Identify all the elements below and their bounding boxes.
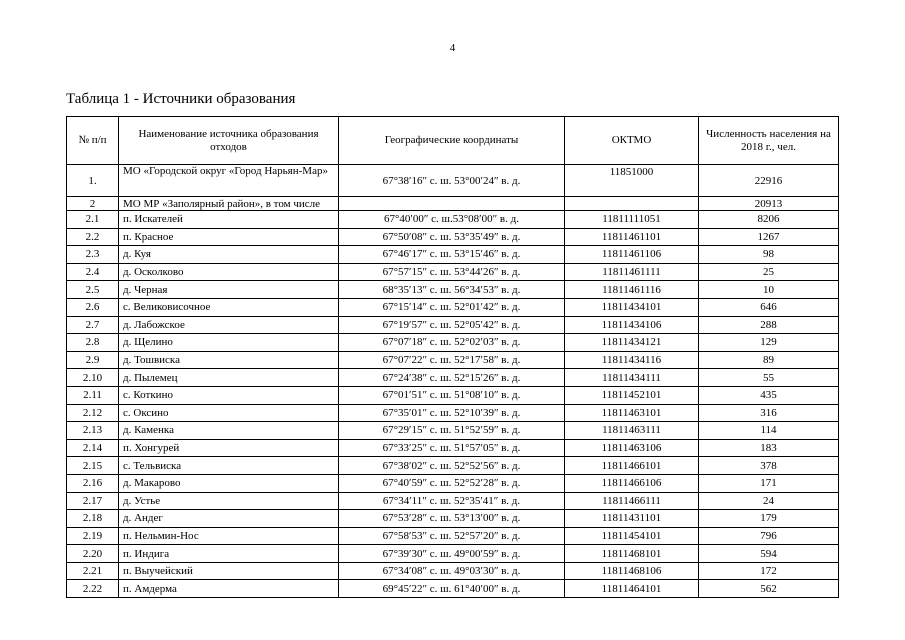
cell-oktmo: 11811468106 (565, 562, 699, 580)
cell-num: 2.8 (67, 334, 119, 352)
cell-num: 2.18 (67, 510, 119, 528)
cell-name: д. Осколково (119, 263, 339, 281)
cell-num: 2.2 (67, 228, 119, 246)
cell-oktmo (565, 197, 699, 211)
cell-pop: 98 (699, 246, 839, 264)
cell-oktmo: 11851000 (565, 165, 699, 197)
cell-name: МО МР «Заполярный район», в том числе (119, 197, 339, 211)
table-row (67, 492, 839, 510)
table-row (67, 510, 839, 528)
table-row (67, 527, 839, 545)
cell-coord: 67°50′08″ с. ш. 53°35′49″ в. д. (339, 228, 565, 246)
header-pop: Численность населения на 2018 г., чел. (699, 117, 839, 165)
cell-pop: 594 (699, 545, 839, 563)
table-row (67, 334, 839, 352)
cell-coord: 67°34′11″ с. ш. 52°35′41″ в. д. (339, 492, 565, 510)
table-row (67, 562, 839, 580)
cell-name: д. Тошвиска (119, 351, 339, 369)
cell-num: 2.4 (67, 263, 119, 281)
cell-coord: 67°38′02″ с. ш. 52°52′56″ в. д. (339, 457, 565, 475)
cell-pop: 646 (699, 298, 839, 316)
cell-name: п. Хонгурей (119, 439, 339, 457)
cell-coord: 67°34′08″ с. ш. 49°03′30″ в. д. (339, 562, 565, 580)
table-row (67, 298, 839, 316)
header-row (67, 117, 839, 165)
cell-oktmo: 11811461106 (565, 246, 699, 264)
cell-name: д. Щелино (119, 334, 339, 352)
header-coord: Географические координаты (339, 117, 565, 165)
table-row (67, 386, 839, 404)
table-row (67, 246, 839, 264)
cell-coord: 67°07′18″ с. ш. 52°02′03″ в. д. (339, 334, 565, 352)
cell-coord: 67°39′30″ с. ш. 49°00′59″ в. д. (339, 545, 565, 563)
cell-num: 2.13 (67, 422, 119, 440)
cell-name: д. Андег (119, 510, 339, 528)
cell-pop: 89 (699, 351, 839, 369)
cell-num: 2.3 (67, 246, 119, 264)
cell-oktmo: 11811466101 (565, 457, 699, 475)
cell-oktmo: 11811434116 (565, 351, 699, 369)
cell-num: 2.5 (67, 281, 119, 299)
cell-pop: 316 (699, 404, 839, 422)
cell-pop: 183 (699, 439, 839, 457)
table-row (67, 422, 839, 440)
cell-pop: 114 (699, 422, 839, 440)
cell-pop: 10 (699, 281, 839, 299)
cell-name: МО «Городской округ «Город Нарьян-Мар» (119, 165, 339, 197)
table-row (67, 351, 839, 369)
cell-num: 2.7 (67, 316, 119, 334)
cell-pop: 796 (699, 527, 839, 545)
cell-coord: 67°58′53″ с. ш. 52°57′20″ в. д. (339, 527, 565, 545)
cell-name: д. Макарово (119, 474, 339, 492)
cell-pop: 55 (699, 369, 839, 387)
cell-pop: 20913 (699, 197, 839, 211)
cell-name: д. Куя (119, 246, 339, 264)
cell-pop: 171 (699, 474, 839, 492)
cell-oktmo: 11811434121 (565, 334, 699, 352)
cell-pop: 288 (699, 316, 839, 334)
cell-coord: 68°35′13″ с. ш. 56°34′53″ в. д. (339, 281, 565, 299)
table-caption: Таблица 1 - Источники образования (66, 91, 296, 107)
cell-coord: 67°40′59″ с. ш. 52°52′28″ в. д. (339, 474, 565, 492)
table-row (67, 580, 839, 598)
table-row (67, 439, 839, 457)
cell-oktmo: 11811463101 (565, 404, 699, 422)
cell-num: 2.16 (67, 474, 119, 492)
header-num: № п/п (67, 117, 119, 165)
cell-pop: 562 (699, 580, 839, 598)
cell-name: п. Красное (119, 228, 339, 246)
cell-coord: 67°24′38″ с. ш. 52°15′26″ в. д. (339, 369, 565, 387)
table-row (67, 457, 839, 475)
cell-oktmo: 11811463111 (565, 422, 699, 440)
table-row (67, 281, 839, 299)
cell-coord (339, 197, 565, 211)
cell-oktmo: 11811466106 (565, 474, 699, 492)
table-row (67, 369, 839, 387)
cell-num: 2.9 (67, 351, 119, 369)
cell-pop: 172 (699, 562, 839, 580)
cell-num: 2.21 (67, 562, 119, 580)
cell-num: 2.11 (67, 386, 119, 404)
cell-name: п. Искателей (119, 211, 339, 229)
cell-name: д. Пылемец (119, 369, 339, 387)
cell-pop: 179 (699, 510, 839, 528)
table-row (67, 197, 839, 211)
cell-oktmo: 11811466111 (565, 492, 699, 510)
cell-num: 2.17 (67, 492, 119, 510)
cell-coord: 69°45′22″ с. ш. 61°40′00″ в. д. (339, 580, 565, 598)
cell-oktmo: 11811461111 (565, 263, 699, 281)
cell-coord: 67°19′57″ с. ш. 52°05′42″ в. д. (339, 316, 565, 334)
cell-pop: 25 (699, 263, 839, 281)
cell-pop: 1267 (699, 228, 839, 246)
cell-name: п. Нельмин-Нос (119, 527, 339, 545)
cell-oktmo: 11811461116 (565, 281, 699, 299)
cell-oktmo: 11811463106 (565, 439, 699, 457)
cell-coord: 67°29′15″ с. ш. 51°52′59″ в. д. (339, 422, 565, 440)
sources-table (66, 116, 839, 598)
cell-oktmo: 11811452101 (565, 386, 699, 404)
cell-name: с. Коткино (119, 386, 339, 404)
cell-oktmo: 11811434106 (565, 316, 699, 334)
cell-coord: 67°01′51″ с. ш. 51°08′10″ в. д. (339, 386, 565, 404)
cell-pop: 24 (699, 492, 839, 510)
table-row (67, 474, 839, 492)
cell-name: д. Каменка (119, 422, 339, 440)
cell-oktmo: 11811111051 (565, 211, 699, 229)
table-row (67, 211, 839, 229)
cell-num: 1. (67, 165, 119, 197)
table-row (67, 404, 839, 422)
cell-num: 2.1 (67, 211, 119, 229)
table-row (67, 263, 839, 281)
cell-oktmo: 11811434101 (565, 298, 699, 316)
cell-pop: 22916 (699, 165, 839, 197)
table-row (67, 545, 839, 563)
cell-num: 2.22 (67, 580, 119, 598)
cell-name: с. Оксино (119, 404, 339, 422)
cell-coord: 67°38′16″ с. ш. 53°00′24″ в. д. (339, 165, 565, 197)
cell-num: 2.15 (67, 457, 119, 475)
cell-oktmo: 11811468101 (565, 545, 699, 563)
table-row (67, 228, 839, 246)
cell-coord: 67°33′25″ с. ш. 51°57′05″ в. д. (339, 439, 565, 457)
cell-name: п. Индига (119, 545, 339, 563)
cell-oktmo: 11811454101 (565, 527, 699, 545)
page-number: 4 (449, 42, 456, 54)
table-row (67, 165, 839, 197)
cell-coord: 67°35′01″ с. ш. 52°10′39″ в. д. (339, 404, 565, 422)
cell-name: д. Лабожское (119, 316, 339, 334)
cell-num: 2.20 (67, 545, 119, 563)
cell-oktmo: 11811464101 (565, 580, 699, 598)
cell-name: п. Амдерма (119, 580, 339, 598)
cell-pop: 8206 (699, 211, 839, 229)
cell-num: 2.10 (67, 369, 119, 387)
cell-num: 2.12 (67, 404, 119, 422)
cell-coord: 67°07′22″ с. ш. 52°17′58″ в. д. (339, 351, 565, 369)
cell-oktmo: 11811431101 (565, 510, 699, 528)
cell-name: д. Устье (119, 492, 339, 510)
cell-num: 2.19 (67, 527, 119, 545)
cell-coord: 67°15′14″ с. ш. 52°01′42″ в. д. (339, 298, 565, 316)
cell-pop: 435 (699, 386, 839, 404)
cell-pop: 129 (699, 334, 839, 352)
cell-coord: 67°40′00″ с. ш.53°08′00″ в. д. (339, 211, 565, 229)
cell-num: 2 (67, 197, 119, 211)
cell-num: 2.6 (67, 298, 119, 316)
cell-coord: 67°53′28″ с. ш. 53°13′00″ в. д. (339, 510, 565, 528)
cell-name: с. Тельвиска (119, 457, 339, 475)
cell-pop: 378 (699, 457, 839, 475)
cell-oktmo: 11811434111 (565, 369, 699, 387)
header-name: Наименование источника образования отходов (119, 117, 339, 165)
cell-name: с. Великовисочное (119, 298, 339, 316)
cell-name: д. Черная (119, 281, 339, 299)
header-oktmo: ОКТМО (565, 117, 699, 165)
table-row (67, 316, 839, 334)
cell-coord: 67°46′17″ с. ш. 53°15′46″ в. д. (339, 246, 565, 264)
cell-coord: 67°57′15″ с. ш. 53°44′26″ в. д. (339, 263, 565, 281)
cell-oktmo: 11811461101 (565, 228, 699, 246)
cell-num: 2.14 (67, 439, 119, 457)
cell-name: п. Выучейский (119, 562, 339, 580)
